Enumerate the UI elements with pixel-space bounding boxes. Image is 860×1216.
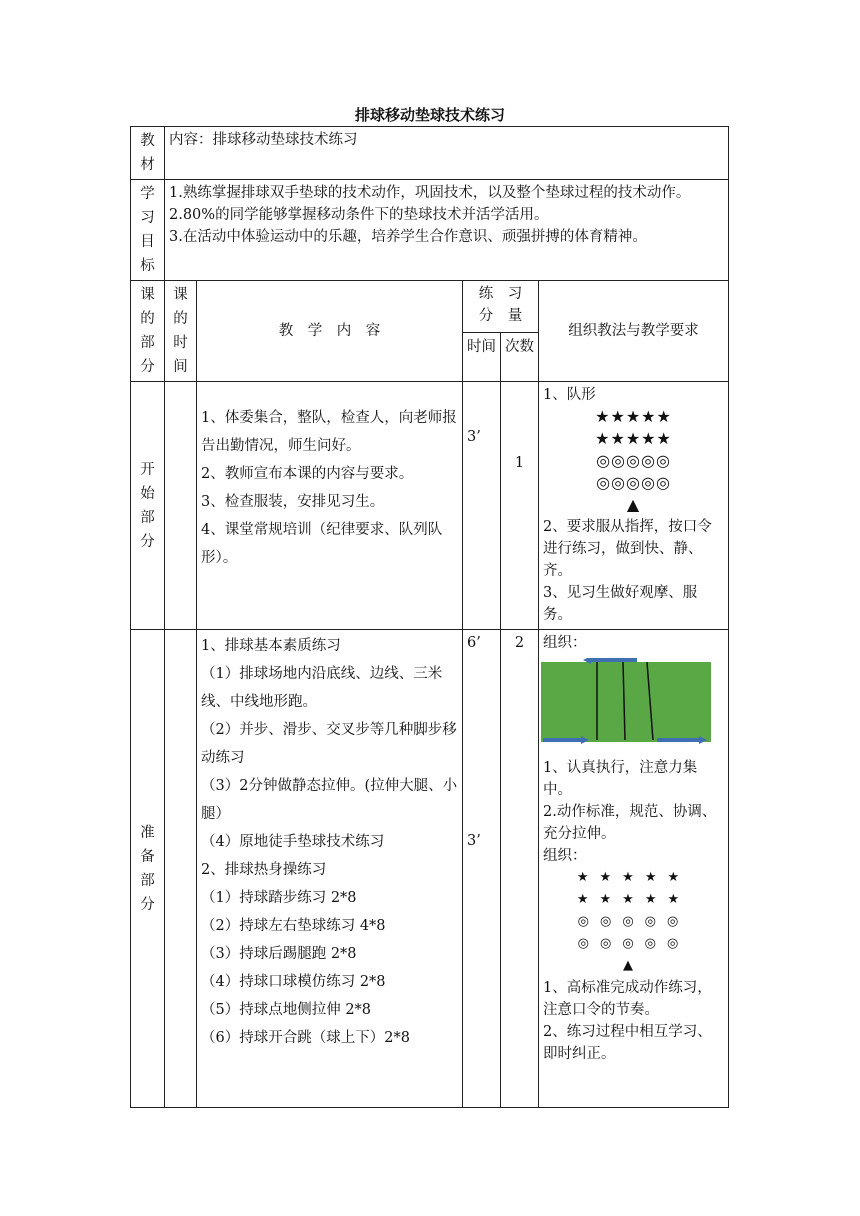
teacher-marker: ▲: [626, 495, 641, 514]
load-time-2: 3’: [467, 833, 481, 849]
section-prep-label: 准备部分: [140, 824, 155, 913]
formation-row-stars: ★★★★★: [595, 429, 672, 448]
header-load: 练 习 分 量: [463, 281, 539, 333]
method-note: 1、高标准完成动作练习，注意口令的节奏。: [543, 980, 712, 1018]
prep-item: （4）持球口球模仿练习 2*8: [201, 974, 386, 990]
prep-item: （3）持球后踢腿跑 2*8: [201, 946, 357, 962]
start-item: 4、课堂常规培训（纪律要求、队列队形）。: [201, 522, 443, 566]
objectives-label: 学习目标: [140, 186, 155, 274]
header-time: 课的时间: [173, 287, 188, 375]
formation-row-circles: ◎◎◎◎◎: [577, 914, 690, 929]
method-note: 1、认真执行，注意力集中。: [543, 760, 698, 798]
formation-row-stars: ★★★★★: [576, 892, 691, 907]
start-item: 2、教师宣布本课的内容与要求。: [201, 466, 414, 482]
section-prep-time: [165, 630, 197, 1108]
section-prep-load-time: [463, 630, 501, 1108]
start-item: 1、体委集合，整队，检查人，向老师报告出勤情况，师生问好。: [201, 410, 457, 454]
prep-item: （6）持球开合跳（球上下）2*8: [201, 1030, 410, 1046]
document-title: 排球移动垫球技术练习: [354, 106, 505, 124]
org-label: 组织：: [543, 635, 587, 651]
method-note: 2、要求服从指挥，按口令进行练习，做到快、静、齐。: [543, 519, 712, 579]
header-method: 组织教法与教学要求: [539, 281, 729, 382]
row-material: [131, 127, 729, 180]
section-prep-method: [539, 630, 729, 1108]
prep-item: 2、排球热身操练习: [201, 862, 327, 878]
prep-item: 1、排球基本素质练习: [201, 638, 341, 654]
material-content: 内容：排球移动垫球技术练习: [165, 127, 729, 180]
teacher-marker: ▲: [623, 958, 644, 973]
row-section-prep: [131, 630, 729, 1108]
section-start-load-time: 3’: [463, 382, 501, 630]
load-time-1: 6’: [467, 635, 481, 651]
section-start-time: [165, 382, 197, 630]
objective-item: 2.80%的同学能够掌握移动条件下的垫球技术并活学活用。: [169, 207, 549, 223]
material-label-text: 教材: [140, 133, 155, 173]
row-header-1: [131, 281, 729, 333]
method-note: 2、练习过程中相互学习、即时纠正。: [543, 1024, 712, 1062]
prep-item: （3）2分钟做静态拉伸。(拉伸大腿、小腿）: [201, 778, 458, 822]
prep-item: （1）排球场地内沿底线、边线、三米线、中线地形跑。: [201, 666, 443, 710]
section-start-label: 开始部分: [140, 461, 155, 550]
court-diagram: [539, 658, 711, 744]
section-prep-content: [197, 630, 463, 1108]
section-start-load-count: 1: [501, 382, 539, 630]
org-label: 组织：: [543, 848, 587, 864]
formation-title: 1、队形: [543, 387, 596, 403]
lesson-plan-table: [130, 126, 729, 1108]
method-note: 2.动作标准，规范、协调、充分拉伸。: [543, 804, 717, 842]
formation-row-circles: ◎◎◎◎◎: [596, 451, 671, 470]
method-note: 3、见习生做好观摩、服务。: [543, 585, 698, 623]
section-start-content: [197, 382, 463, 630]
objective-item: 3.在活动中体验运动中的乐趣，培养学生合作意识、顽强拼搏的体育精神。: [169, 229, 647, 245]
prep-item: （5）持球点地侧拉伸 2*8: [201, 1002, 372, 1018]
prep-item: （2）持球左右垫球练习 4*8: [201, 918, 386, 934]
court-field: [541, 662, 711, 742]
formation-row-circles: ◎◎◎◎◎: [577, 936, 690, 951]
row-objectives: [131, 180, 729, 281]
section-start-method: [539, 382, 729, 630]
formation-row-circles: ◎◎◎◎◎: [596, 473, 671, 492]
header-part: 课的部分: [140, 287, 155, 375]
row-section-start: [131, 382, 729, 630]
objectives-content: [165, 180, 729, 281]
formation-row-stars: ★★★★★: [595, 407, 672, 426]
header-load-count: 次数: [505, 339, 534, 356]
formation-row-stars: ★★★★★: [576, 870, 691, 885]
header-load-time: 时间: [467, 339, 496, 356]
start-item: 3、检查服装，安排见习生。: [201, 494, 385, 510]
objective-item: 1.熟练掌握排球双手垫球的技术动作，巩固技术，以及整个垫球过程的技术动作。: [169, 185, 691, 201]
prep-item: （1）持球踏步练习 2*8: [201, 890, 357, 906]
prep-item: （4）原地徒手垫球技术练习: [201, 834, 385, 850]
prep-item: （2）并步、滑步、交叉步等几种脚步移动练习: [201, 722, 457, 766]
material-label: [131, 127, 165, 180]
header-content: 教 学 内 容: [197, 281, 463, 382]
section-prep-load-count: 2: [501, 630, 539, 1108]
